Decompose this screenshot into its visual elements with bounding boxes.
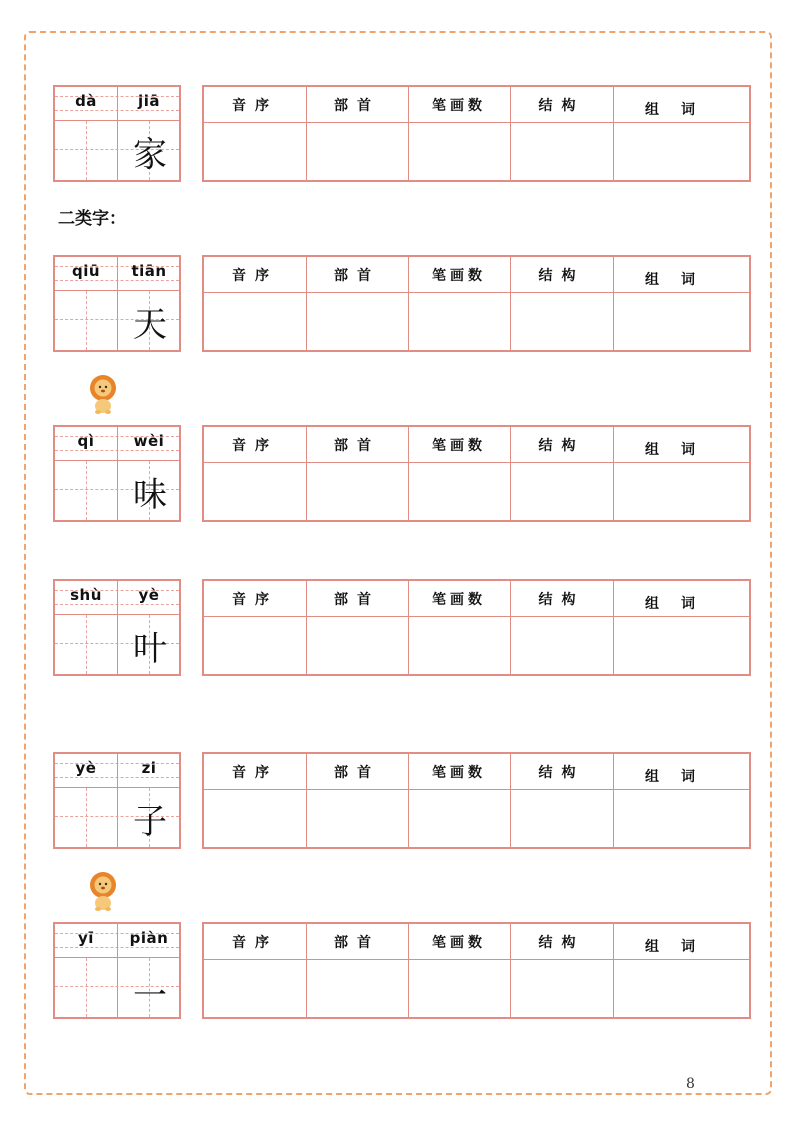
header-yinxu: 音序 [232,98,278,114]
header-zuci: 组词 [645,102,717,118]
character-info-table [202,255,751,352]
header-yinxu: 音序 [232,935,278,951]
header-bihuashu: 笔画数 [432,592,486,608]
answer-cell-bihuashu[interactable] [408,463,510,520]
header-bihuashu: 笔画数 [432,98,486,114]
answer-cell-bihuashu[interactable] [408,293,510,350]
answer-cell-yinxu[interactable] [204,960,306,1017]
header-zuci: 组词 [645,442,717,458]
pinyin-2: wèi [133,432,165,450]
character-info-table [202,922,751,1019]
answer-cell-bushou[interactable] [306,463,408,520]
character-info-table [202,425,751,522]
header-bushou: 部首 [334,98,380,114]
header-yinxu: 音序 [232,765,278,781]
header-bushou: 部首 [334,268,380,284]
answer-cell-zuci[interactable] [613,293,749,350]
header-yinxu: 音序 [232,268,278,284]
answer-cell-yinxu[interactable] [204,790,306,847]
answer-cell-bushou[interactable] [306,790,408,847]
character-info-table [202,85,751,182]
answer-cell-bihuashu[interactable] [408,960,510,1017]
answer-cell-zuci[interactable] [613,790,749,847]
header-bushou: 部首 [334,765,380,781]
header-zuci: 组词 [645,939,717,955]
header-zuci: 组词 [645,596,717,612]
answer-cell-yinxu[interactable] [204,617,306,674]
pinyin-1: yè [75,759,97,777]
character-glyph: 子 [133,802,167,842]
answer-cell-bushou[interactable] [306,293,408,350]
pinyin-2: zi [141,759,157,777]
page-number: 8 [686,1076,695,1092]
header-bihuashu: 笔画数 [432,438,486,454]
header-bihuashu: 笔画数 [432,268,486,284]
header-jiegou: 结构 [538,268,585,284]
pinyin-1: yī [78,929,94,947]
answer-cell-jiegou[interactable] [510,960,613,1017]
character-practice-box [53,922,181,1019]
pinyin-2: yè [138,586,160,604]
character-practice-box [53,752,181,849]
header-zuci: 组词 [645,769,717,785]
character-info-table [202,579,751,676]
header-zuci: 组词 [645,272,717,288]
answer-cell-jiegou[interactable] [510,790,613,847]
pinyin-2: tiān [131,262,167,280]
character-glyph: 叶 [133,629,167,669]
answer-cell-jiegou[interactable] [510,617,613,674]
character-glyph: 家 [133,135,167,175]
answer-cell-bihuashu[interactable] [408,617,510,674]
header-bushou: 部首 [334,438,380,454]
character-practice-box [53,85,181,182]
answer-cell-yinxu[interactable] [204,123,306,180]
header-jiegou: 结构 [538,935,585,951]
character-info-table [202,752,751,849]
answer-cell-jiegou[interactable] [510,123,613,180]
answer-cell-bushou[interactable] [306,123,408,180]
header-jiegou: 结构 [538,98,585,114]
pinyin-2: piàn [129,929,169,947]
answer-cell-bushou[interactable] [306,960,408,1017]
answer-cell-yinxu[interactable] [204,293,306,350]
pinyin-1: qì [77,432,95,450]
header-jiegou: 结构 [538,592,585,608]
lion-icon [86,374,120,414]
answer-cell-jiegou[interactable] [510,463,613,520]
pinyin-1: shù [70,586,102,604]
header-yinxu: 音序 [232,592,278,608]
pinyin-2: jiā [138,92,160,110]
header-bushou: 部首 [334,935,380,951]
section-label: 二类字： [58,209,126,229]
pinyin-1: qiū [71,262,101,280]
header-jiegou: 结构 [538,438,585,454]
answer-cell-zuci[interactable] [613,960,749,1017]
answer-cell-bushou[interactable] [306,617,408,674]
character-practice-box [53,255,181,352]
character-glyph: 一 [133,976,167,1016]
lion-icon [86,871,120,911]
answer-cell-bihuashu[interactable] [408,123,510,180]
pinyin-1: dà [75,92,97,110]
header-jiegou: 结构 [538,765,585,781]
header-bihuashu: 笔画数 [432,765,486,781]
character-glyph: 味 [133,475,167,515]
character-glyph: 天 [133,305,167,345]
answer-cell-yinxu[interactable] [204,463,306,520]
header-bihuashu: 笔画数 [432,935,486,951]
character-practice-box [53,425,181,522]
character-practice-box [53,579,181,676]
answer-cell-zuci[interactable] [613,123,749,180]
answer-cell-zuci[interactable] [613,463,749,520]
answer-cell-zuci[interactable] [613,617,749,674]
answer-cell-bihuashu[interactable] [408,790,510,847]
header-yinxu: 音序 [232,438,278,454]
answer-cell-jiegou[interactable] [510,293,613,350]
header-bushou: 部首 [334,592,380,608]
